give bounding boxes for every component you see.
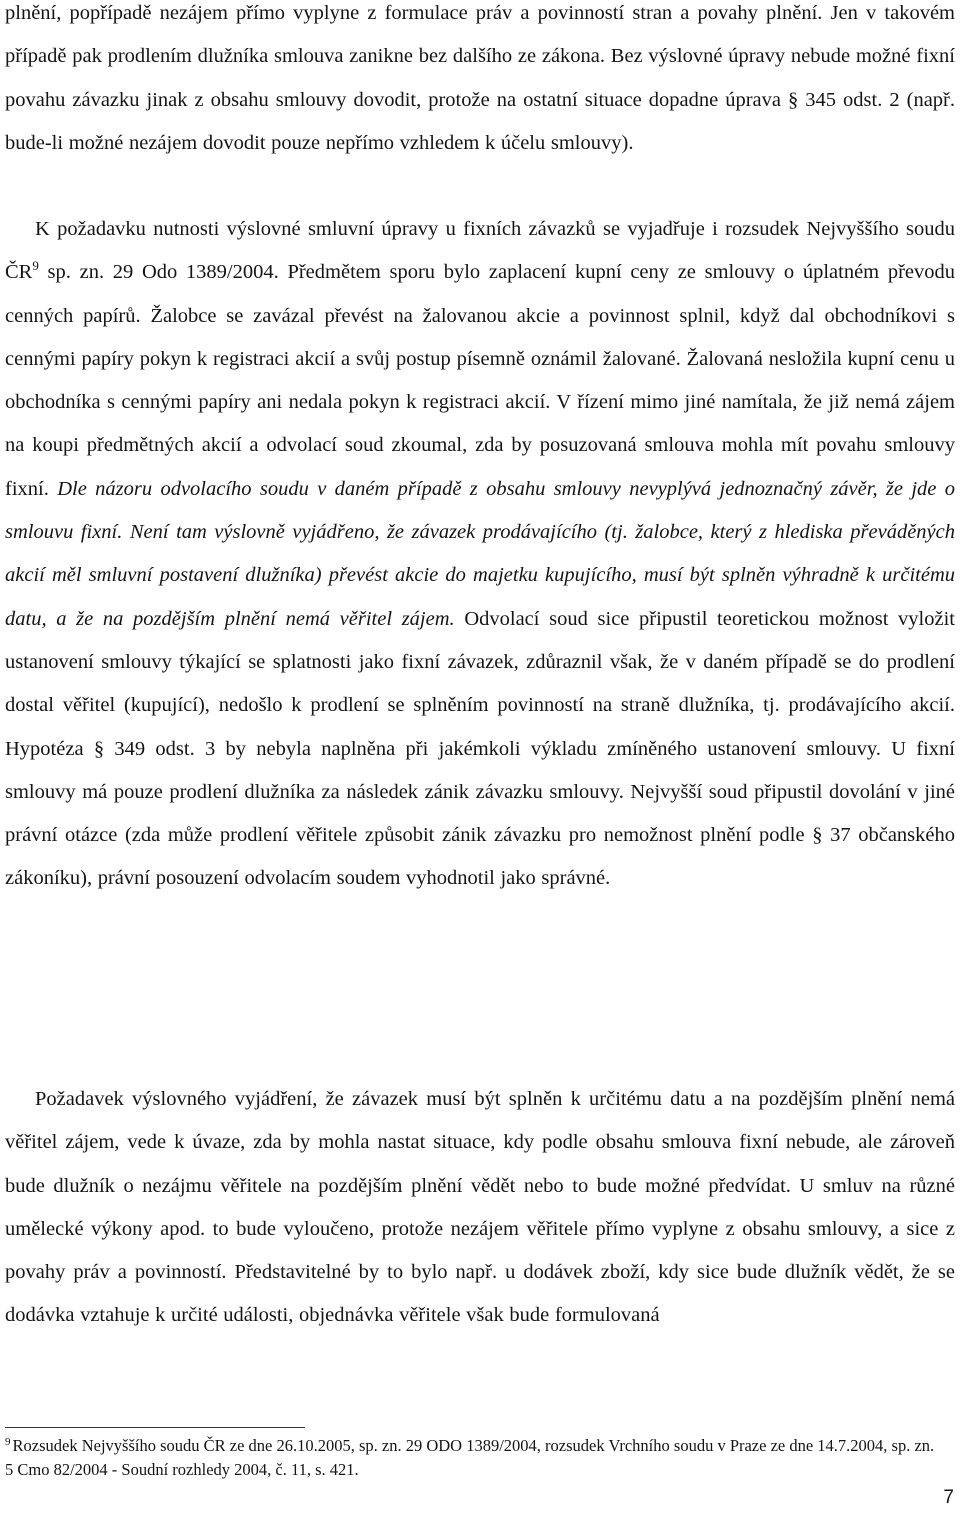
paragraph-1-line: zákona. Bez výslovné úpravy nebude možné fixní povahu závazku jinak z obsahu smlouvy: [5, 45, 955, 111]
paragraph-2-text-before-ref: K požadavku nutnosti výslovné smluvní úpravy u fixních závazků se vyjadřuje i rozsudek Nejvyššího soudu ČR: [5, 218, 955, 284]
paragraph-2-text-end: Odvolací soud sice připustil teoretickou možnost vyložit ustanovení smlouvy týkající se splatnosti jako fixní závazek, zdůraznil však, že v daném případě se do prodlení dostal věřitel (kupující), nedošlo k prodlení se splněním povinností na straně dlužníka, tj. prodávajícího akcií. Hypotéza § 349 odst. 3 by nebyla naplněna při jakémkoli výkladu zmíněného ustanovení smlouvy. U fixní smlouvy má pouze prodlení dlužníka za následek zánik závazku smlouvy. Nejvyšší soud připustil dovolání v jiné právní otázce (zda může prodlení věřitele způsobit zánik závazku pro nemožnost plnění podle § 37 občanského zákoníku), právní posouzení odvolacím soudem vyhodnotil jako správné.: [5, 607, 955, 890]
paragraph-2: [5, 208, 955, 901]
paragraph-1-line: plnění. Jen v takovém případě pak prodlením dlužníka smlouva zanikne bez dalšího ze: [5, 2, 955, 68]
paragraph-1-line: dovodit, protože na ostatní situace dopadne úprava § 345 odst. 2 (např. bude-li možné: [5, 88, 956, 154]
footnote-separator: [5, 1427, 305, 1428]
paragraph-1-line: plnění, popřípadě nezájem přímo vyplyne z formulace práv a povinností stran a povahy: [5, 2, 767, 24]
paragraph-1: [5, 0, 955, 165]
footnote-reference: 9: [32, 258, 39, 274]
paragraph-2-text-after-ref: sp. zn. 29 Odo 1389/2004. Předmětem sporu bylo zaplacení kupní ceny ze smlouvy o úplatném převodu cenných papírů. Žalobce se zavázal převést na žalovanou akcie a povinnost splnil, když dal obchodníkovi s cennými papíry pokyn k registraci akcií a svůj postup písemně oznámil žalované. Žalovaná nesložila kupní cenu u obchodníka s cennými papíry ani nedala pokyn k registraci akcií. V řízení mimo jiné namítala, že již nemá zájem na koupi předmětných akcií a odvolací soud zkoumal, zda by posuzovaná smlouva mohla mít povahu smlouvy fixní.: [5, 261, 955, 500]
footnote: [5, 1434, 945, 1482]
page-number: 7: [943, 1487, 954, 1508]
footnote-text: Rozsudek Nejvyššího soudu ČR ze dne 26.10.2005, sp. zn. 29 ODO 1389/2004, rozsudek Vrchního soudu v Praze ze dne 14.7.2004, sp. zn. 5 Cmo 82/2004 - Soudní rozhledy 2004, č. 11, s. 421.: [5, 1436, 935, 1479]
paragraph-1-line: nezájem dovodit pouze nepřímo vzhledem k účelu smlouvy).: [128, 131, 634, 154]
paragraph-2-italic-quote: Dle názoru odvolacího soudu v daném případě z obsahu smlouvy nevyplývá jednoznačný závěr, že jde o smlouvu fixní. Není tam výslovně vyjádřeno, že závazek prodávajícího (tj. žalobce, který z hlediska převáděných akcií měl smluvní postavení dlužníka) převést akcie do majetku kupujícího, musí být splněn výhradně k určitému datu, a že na pozdějším plnění nemá věřitel zájem.: [5, 477, 955, 630]
paragraph-3: Požadavek výslovného vyjádření, že závazek musí být splněn k určitému datu a na pozdějším plnění nemá věřitel zájem, vede k úvaze, zda by mohla nastat situace, kdy podle obsahu smlouva fixní nebude, ale zároveň bude dlužník o nezájmu věřitele na pozdějším plnění vědět nebo to bude možné předvídat. U smluv na různé umělecké výkony apod. to bude vyloučeno, protože nezájem věřitele přímo vyplyne z obsahu smlouvy, a sice z povahy práv a povinností. Představitelné by to bylo např. u dodávek zboží, kdy sice bude dlužník vědět, že se dodávka vztahuje k určité události, objednávka věřitele však bude formulovaná: [5, 1088, 955, 1327]
footnote-mark: 9: [5, 1435, 11, 1448]
